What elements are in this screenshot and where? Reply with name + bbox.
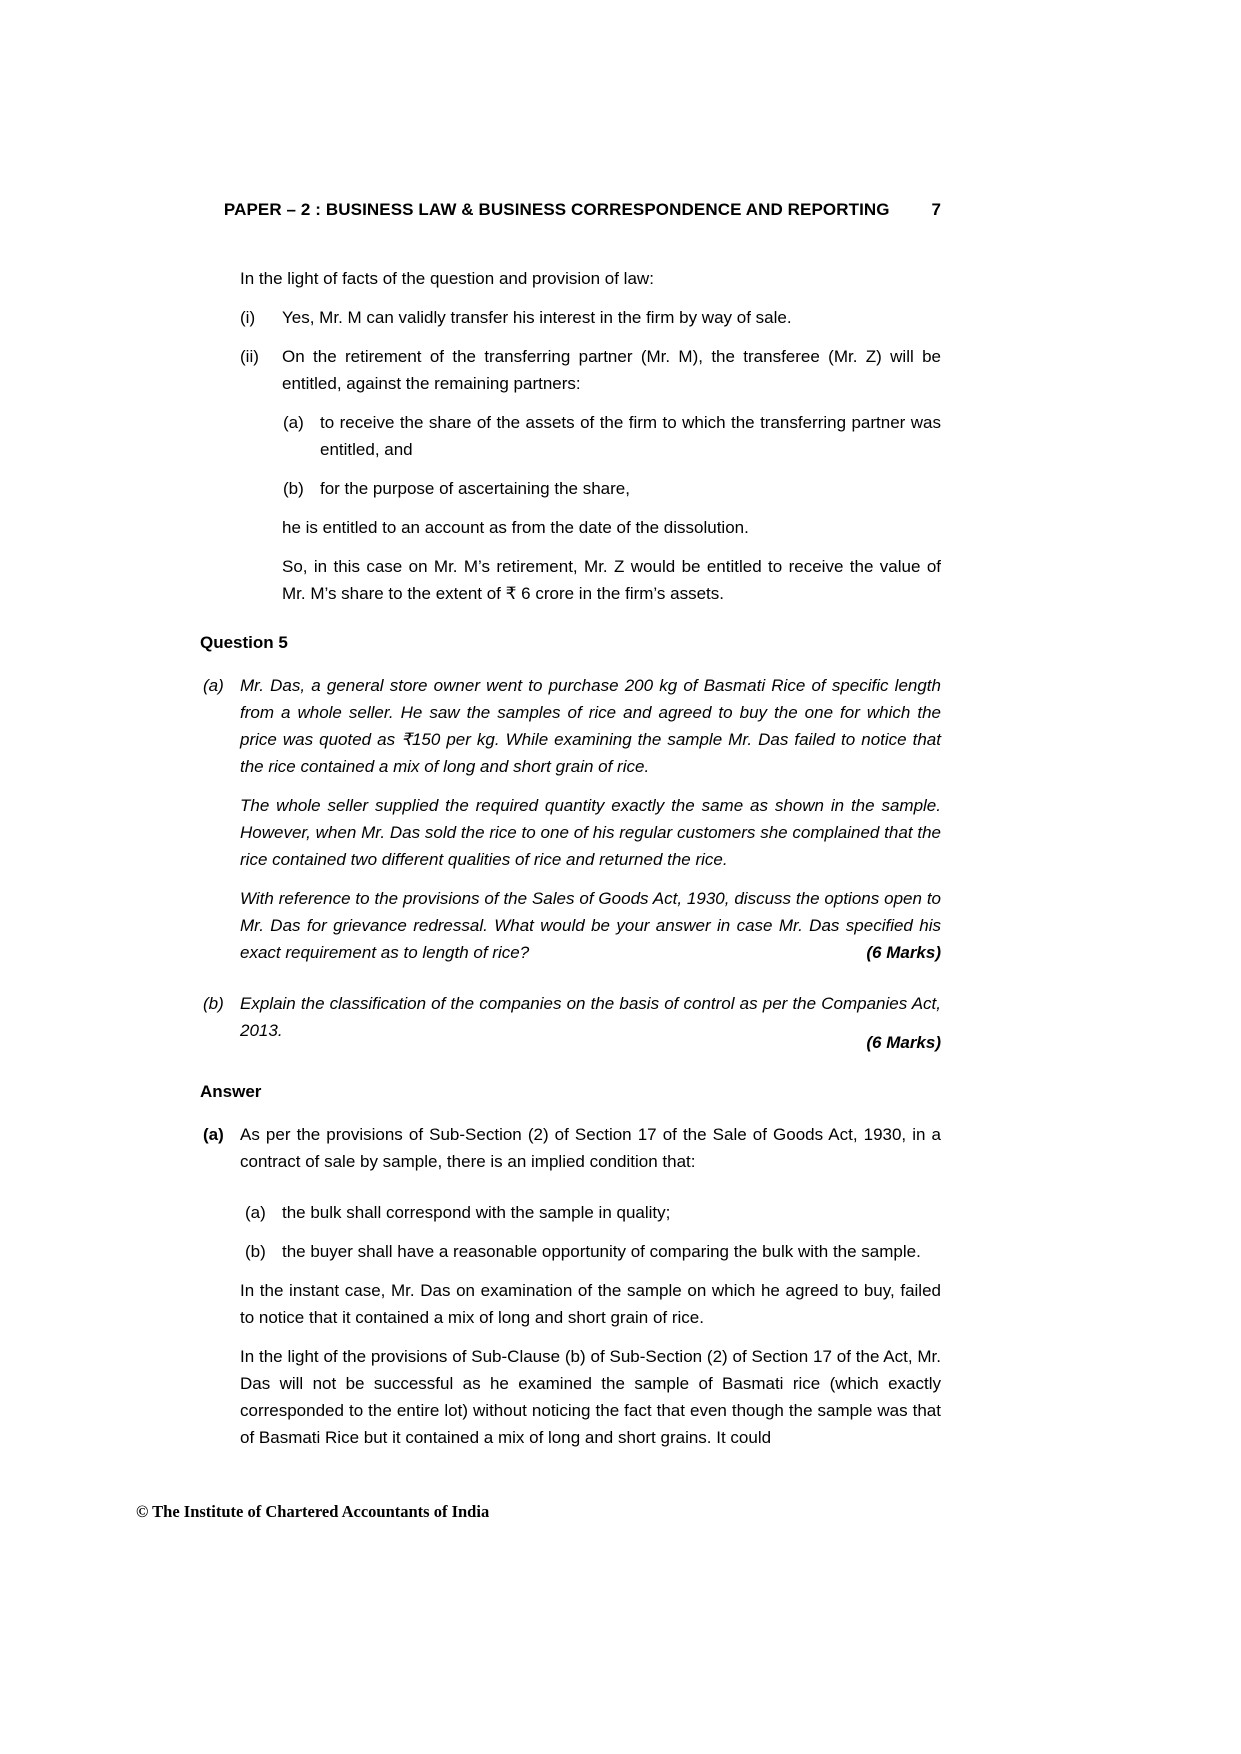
list-item-ii-b [283,475,941,502]
list-text: the buyer shall have a reasonable opportunity of comparing the bulk with the sample. [282,1242,921,1261]
answer-item-a [203,1121,941,1187]
question-paragraph: Mr. Das, a general store owner went to purchase 200 kg of Basmati Rice of specific length from a whole seller. He saw the samples of rice and agreed to buy the one for which the price was quoted as ₹150 per kg. While examining the sample Mr. Das failed to notice that the rice contained a mix of long and short grain of rice. [240,676,941,776]
question-text [240,990,941,1056]
list-marker: (a) [245,1203,266,1222]
list-item-ii-a [283,409,941,463]
question-paragraph: Explain the classification of the companies on the basis of control as per the Companies Act, 2013. [240,994,941,1040]
list-marker: (b) [245,1242,266,1261]
answer-text [240,1121,941,1187]
question-paragraph: The whole seller supplied the required quantity exactly the same as shown in the sample. However, when Mr. Das sold the rice to one of his regular customers she complained that the rice contained two different qualities of rice and returned the rice. [240,796,941,869]
question-paragraph: With reference to the provisions of the Sales of Goods Act, 1930, discuss the options open to Mr. Das for grievance redressal. What would be your answer in case Mr. Das specified his exact requirement as to length of rice? [240,889,941,962]
answer-paragraph: In the light of the provisions of Sub-Clause (b) of Sub-Section (2) of Section 17 of the Act, Mr. Das will not be successful as he examined the sample of Basmati rice (which exactly corresponded to the entire lot) without noticing the fact that even though the sample was that of Basmati Rice but it contained a mix of long and short grains. It could [240,1347,941,1447]
list-marker: (a) [283,413,304,432]
question-item-a [203,672,941,978]
question-item-b [203,990,941,1056]
answer-paragraph: As per the provisions of Sub-Section (2) of Section 17 of the Sale of Goods Act, 1930, in a contract of sale by sample, there is an implied condition that: [240,1125,941,1171]
answer-heading: Answer [200,1082,262,1101]
marks-label: (6 Marks) [866,943,941,962]
page-number: 7 [931,200,941,219]
question-paragraph-with-marks [240,885,941,966]
list-item-i [240,304,941,331]
page-header [200,196,941,223]
page-title: PAPER – 2 : BUSINESS LAW & BUSINESS CORRESPONDENCE AND REPORTING [223,200,890,219]
question-heading: Question 5 [200,633,288,652]
page-content [200,196,941,1463]
list-marker: (ii) [240,347,259,366]
list-text: the bulk shall correspond with the sample in quality; [282,1203,671,1222]
list-text: to receive the share of the assets of the firm to which the transferring partner was entitled, and [320,413,941,459]
answer-paragraph: In the instant case, Mr. Das on examination of the sample on which he agreed to buy, failed to notice that it contained a mix of long and short grain of rice. [240,1281,941,1327]
list-text: On the retirement of the transferring partner (Mr. M), the transferee (Mr. Z) will be entitled, against the remaining partners: [282,347,941,393]
answer-subitem-a [245,1199,941,1226]
footer-copyright: © The Institute of Chartered Accountants of India [136,1502,490,1521]
list-text: for the purpose of ascertaining the share, [320,479,630,498]
list-marker: (i) [240,308,256,327]
list-marker: (a) [203,1125,224,1144]
paragraph-list-tail: he is entitled to an account as from the date of the dissolution. [282,518,749,537]
paragraph-intro: In the light of facts of the question and provision of law: [240,269,654,288]
list-marker: (b) [283,479,304,498]
answer-subitem-b [245,1238,941,1265]
list-marker: (a) [203,676,224,695]
question-text [240,672,941,978]
list-marker: (b) [203,994,224,1013]
list-text: Yes, Mr. M can validly transfer his interest in the firm by way of sale. [282,308,792,327]
paragraph-conclusion: So, in this case on Mr. M’s retirement, Mr. Z would be entitled to receive the value of Mr. M’s share to the extent of ₹ 6 crore in the firm’s assets. [282,557,941,603]
list-item-ii [240,343,941,397]
marks-label: (6 Marks) [866,1033,941,1052]
